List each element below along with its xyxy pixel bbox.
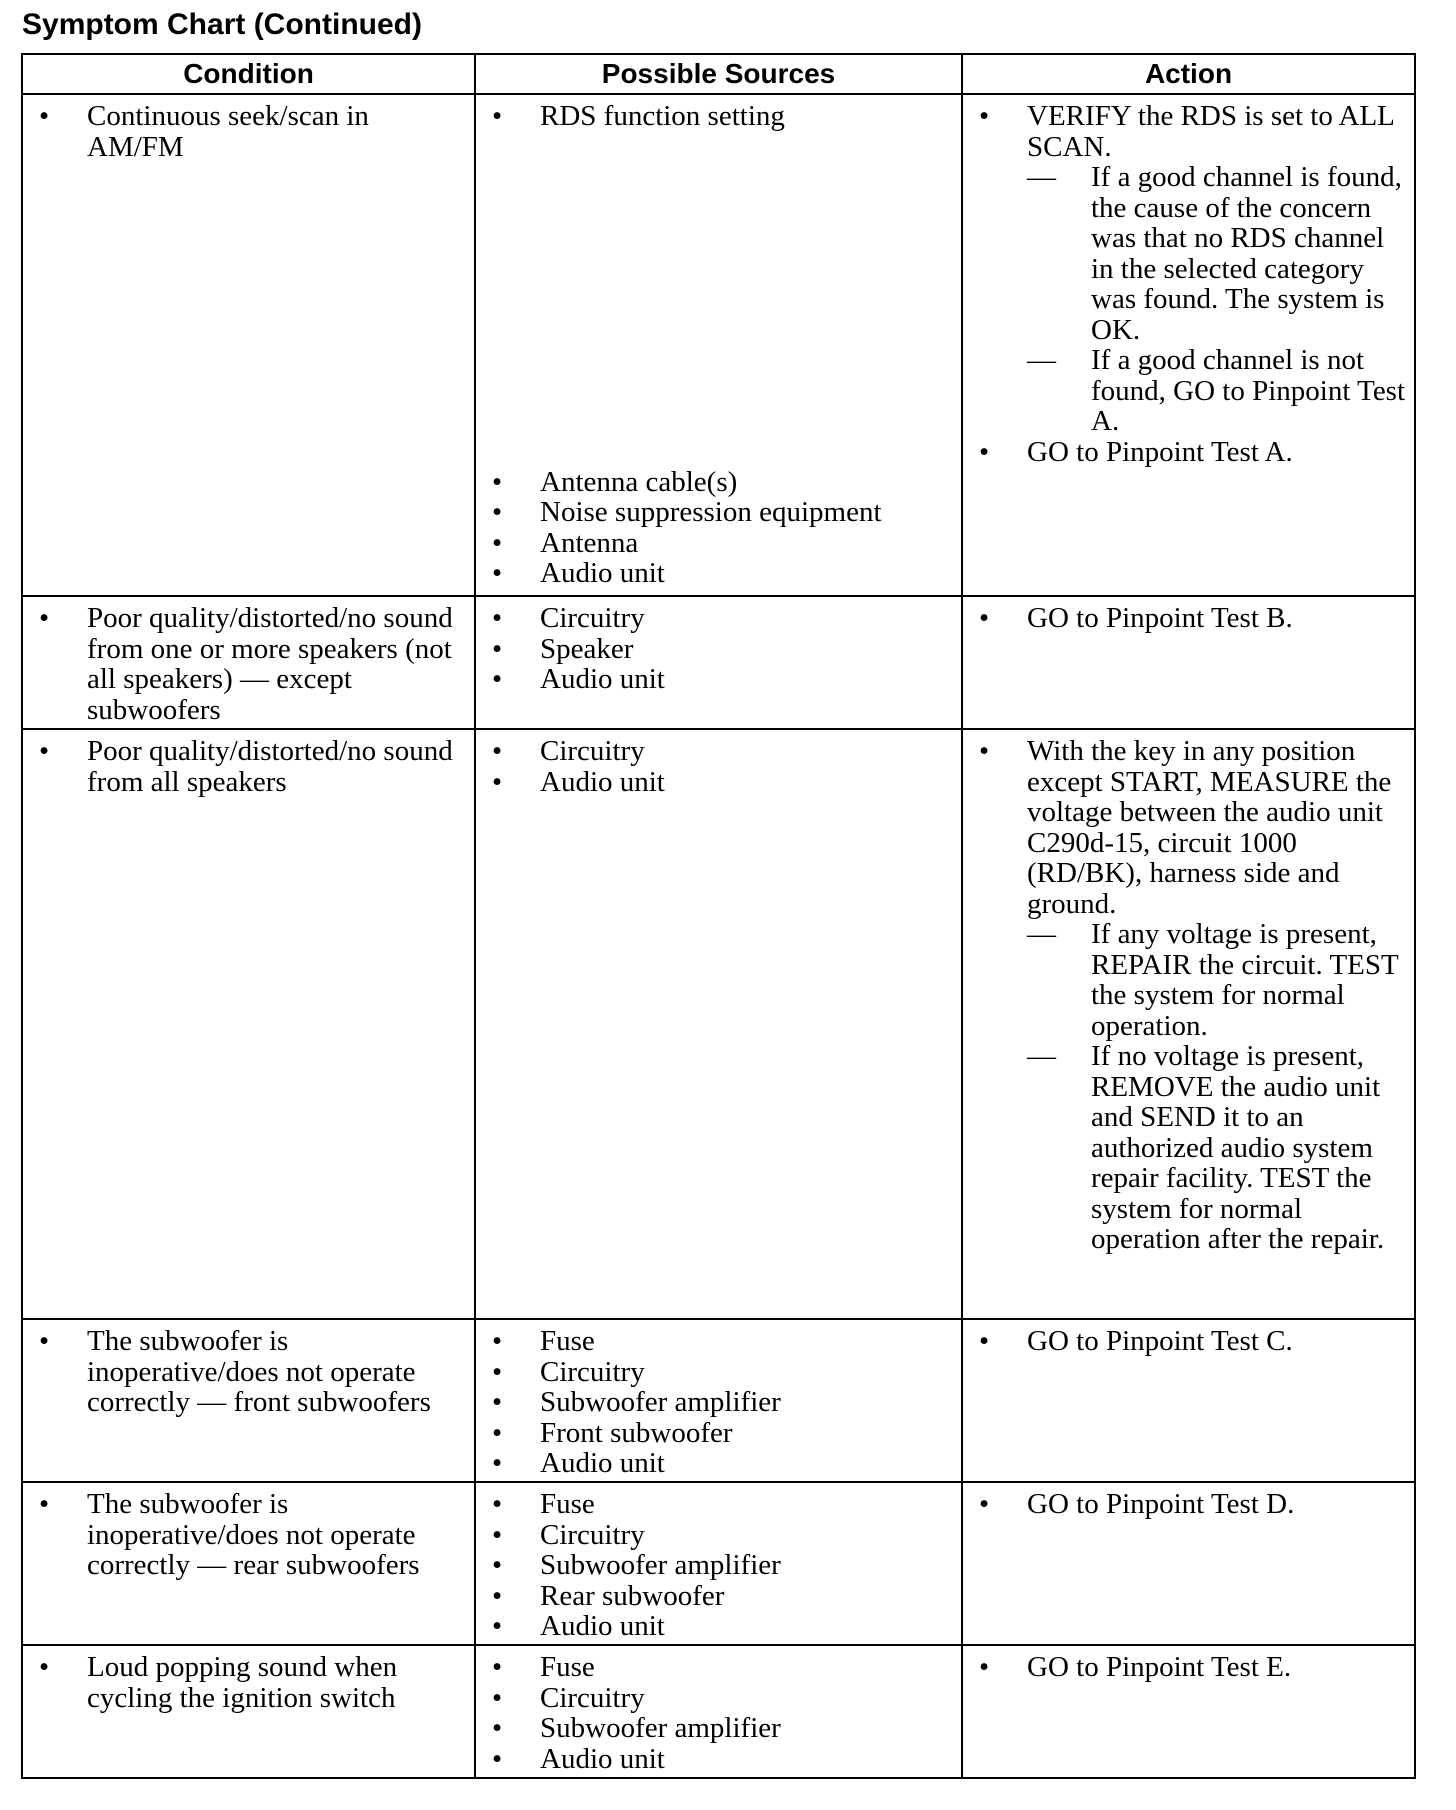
condition-cell	[22, 1645, 475, 1778]
source-item: • Audio unit	[484, 1744, 953, 1775]
action-cell	[962, 1319, 1415, 1482]
source-item: • Noise suppression equipment	[484, 497, 953, 528]
condition-cell	[22, 94, 475, 596]
condition-cell	[22, 1482, 475, 1645]
source-item: • Subwoofer amplifier	[484, 1713, 953, 1744]
action-item: • GO to Pinpoint Test B.	[971, 603, 1406, 634]
action-item	[971, 101, 1406, 437]
source-item: • Speaker	[484, 634, 953, 665]
table-row	[22, 596, 1415, 729]
action-item: • GO to Pinpoint Test E.	[971, 1652, 1406, 1683]
sources-cell	[475, 1645, 962, 1778]
source-item: • Audio unit	[484, 767, 953, 798]
symptom-chart-table	[21, 53, 1416, 1779]
source-item: • Rear subwoofer	[484, 1581, 953, 1612]
source-item: • Fuse	[484, 1489, 953, 1520]
source-item: • Antenna cable(s)	[484, 467, 953, 498]
action-subitem: — If a good channel is not found, GO to Pinpoint Test A.	[1027, 345, 1406, 437]
table-row	[22, 94, 1415, 596]
source-item: • Audio unit	[484, 1611, 953, 1642]
action-text: With the key in any position except START, MEASURE the voltage between the audio unit C290d-15, circuit 1000 (RD/BK), harness side and ground.	[1027, 735, 1392, 920]
source-item: • Circuitry	[484, 603, 953, 634]
table-header-row	[22, 54, 1415, 94]
table-row	[22, 1319, 1415, 1482]
page-title: Symptom Chart (Continued)	[22, 8, 422, 41]
action-cell	[962, 1482, 1415, 1645]
condition-cell	[22, 596, 475, 729]
action-cell	[962, 1645, 1415, 1778]
source-item: • RDS function setting	[484, 101, 953, 132]
sources-cell	[475, 596, 962, 729]
action-cell	[962, 596, 1415, 729]
source-item: • Front subwoofer	[484, 1418, 953, 1449]
source-item: • Subwoofer amplifier	[484, 1387, 953, 1418]
source-item: • Audio unit	[484, 664, 953, 695]
source-item: • Circuitry	[484, 1520, 953, 1551]
sources-cell	[475, 94, 962, 596]
source-item: • Audio unit	[484, 1448, 953, 1479]
sources-cell	[475, 1482, 962, 1645]
condition-cell	[22, 729, 475, 1319]
condition-text: • Poor quality/distorted/no sound from one or more speakers (not all speakers) — except subwoofers	[31, 603, 466, 725]
header-action: Action	[962, 54, 1415, 94]
action-subitem: — If no voltage is present, REMOVE the audio unit and SEND it to an authorized audio system repair facility. TEST the system for normal operation after the repair.	[1027, 1041, 1406, 1255]
condition-cell	[22, 1319, 475, 1482]
action-item	[971, 736, 1406, 1255]
action-item: • GO to Pinpoint Test D.	[971, 1489, 1406, 1520]
action-text: VERIFY the RDS is set to ALL SCAN.	[1027, 100, 1394, 163]
sources-cell	[475, 1319, 962, 1482]
sources-cell	[475, 729, 962, 1319]
source-item: • Circuitry	[484, 1683, 953, 1714]
condition-text: • Continuous seek/scan in AM/FM	[31, 101, 466, 162]
table-row	[22, 729, 1415, 1319]
source-item: • Circuitry	[484, 1357, 953, 1388]
table-row	[22, 1482, 1415, 1645]
condition-text: • The subwoofer is inoperative/does not operate correctly — front subwoofers	[31, 1326, 466, 1418]
action-cell	[962, 94, 1415, 596]
header-possible-sources: Possible Sources	[475, 54, 962, 94]
action-subitem: — If any voltage is present, REPAIR the circuit. TEST the system for normal operation.	[1027, 919, 1406, 1041]
condition-text: • Loud popping sound when cycling the ignition switch	[31, 1652, 466, 1713]
source-item: • Subwoofer amplifier	[484, 1550, 953, 1581]
source-item: • Fuse	[484, 1652, 953, 1683]
action-cell	[962, 729, 1415, 1319]
source-item: • Fuse	[484, 1326, 953, 1357]
table-row	[22, 1645, 1415, 1778]
source-item: • Antenna	[484, 528, 953, 559]
action-subitem: — If a good channel is found, the cause of the concern was that no RDS channel in the selected category was found. The system is OK.	[1027, 162, 1406, 345]
header-condition: Condition	[22, 54, 475, 94]
condition-text: • Poor quality/distorted/no sound from all speakers	[31, 736, 466, 797]
source-item: • Audio unit	[484, 558, 953, 589]
condition-text: • The subwoofer is inoperative/does not operate correctly — rear subwoofers	[31, 1489, 466, 1581]
action-item: • GO to Pinpoint Test A.	[971, 437, 1406, 468]
action-item: • GO to Pinpoint Test C.	[971, 1326, 1406, 1357]
source-item: • Circuitry	[484, 736, 953, 767]
